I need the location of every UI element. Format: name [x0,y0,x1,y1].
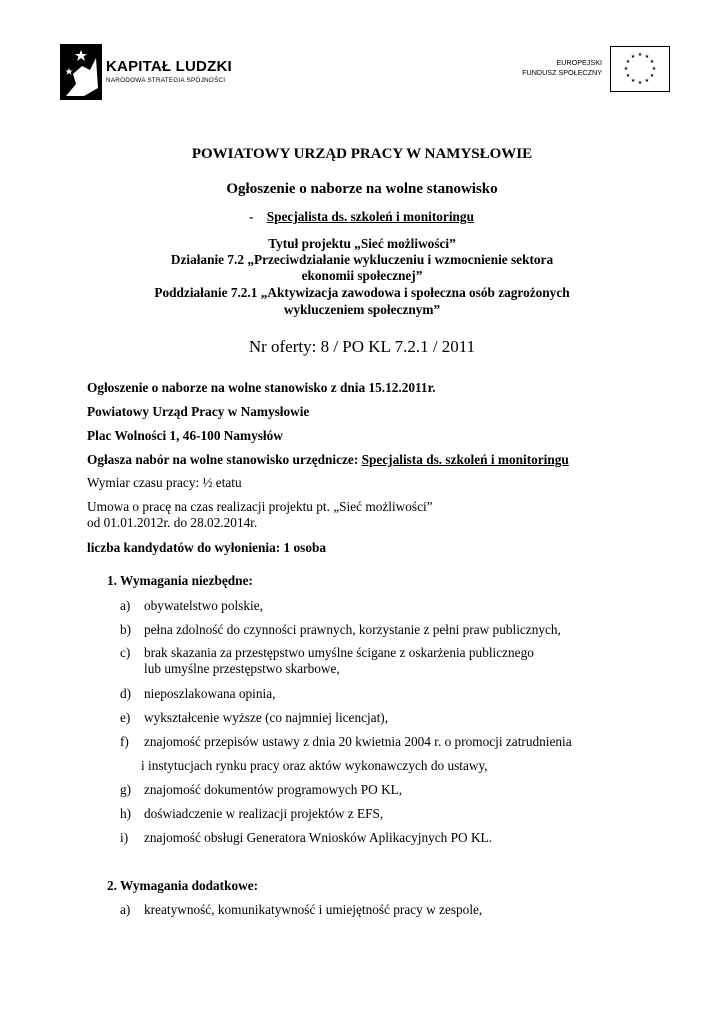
section-2-heading: 2. Wymagania dodatkowe: [107,878,259,893]
eu-fund-text [522,58,602,78]
list-item-marker: c) [120,645,131,660]
list-item-marker: g) [120,782,132,797]
svg-text:★: ★ [644,78,650,84]
office-name: Powiatowy Urząd Pracy w Namysłowie [87,404,310,419]
position-dash: - [249,209,254,224]
list-item-marker: h) [120,806,132,821]
list-item: znajomość obsługi Generatora Wniosków Aplikacyjnych PO KL. [144,830,492,845]
svg-text:★: ★ [651,66,657,72]
list-item: znajomość przepisów ustawy z dnia 20 kwietnia 2004 r. o promocji zatrudnienia [144,734,572,749]
svg-text:★: ★ [625,59,631,65]
position-title: Specjalista ds. szkoleń i monitoringu [266,209,474,224]
kapital-ludzki-title: KAPITAŁ LUDZKI [106,58,232,75]
list-item-marker: d) [120,686,132,701]
position-line [249,209,474,225]
list-item: doświadczenie w realizacji projektów z EFS, [144,806,384,821]
list-item: nieposzlakowana opinia, [144,686,276,701]
svg-text:★: ★ [644,54,650,60]
list-item: wykształcenie wyższe (co najmniej licencjat), [144,710,389,725]
svg-text:★: ★ [637,52,643,58]
list-item-continuation: i instytucjach rynku pracy oraz aktów wykonawczych do ustawy, [141,758,488,773]
kapital-ludzki-subtitle: NARODOWA STRATEGIA SPÓJNOŚCI [106,77,226,84]
offer-number: Nr oferty: 8 / PO KL 7.2.1 / 2011 [248,337,476,356]
work-time: Wymiar czasu pracy: ½ etatu [87,475,242,490]
list-item: znajomość dokumentów programowych PO KL, [144,782,403,797]
list-item-marker: a) [120,598,131,613]
list-item-marker: i) [120,830,129,845]
office-title: POWIATOWY URZĄD PRACY W NAMYSŁOWIE [191,146,533,162]
svg-text:★: ★ [623,66,629,72]
svg-text:★: ★ [630,78,636,84]
list-item: obywatelstwo polskie, [144,598,263,613]
project-title: Tytuł projektu „Sieć możliwości” [268,236,456,251]
recruitment-position: Specjalista ds. szkoleń i monitoringu [361,452,569,467]
eu-flag-icon [610,46,670,92]
subaction-line-1: Poddziałanie 7.2.1 „Aktywizacja zawodowa i społeczna osób zagrożonych [154,285,570,300]
list-item: kreatywność, komunikatywność i umiejętność pracy w zespole, [144,902,483,917]
candidates-count: liczba kandydatów do wyłonienia: 1 osoba [87,540,327,555]
svg-text:★: ★ [649,73,655,79]
svg-text:★: ★ [630,54,636,60]
contract-line-2: od 01.01.2012r. do 28.02.2014r. [87,515,258,530]
subaction-line-2: wykluczeniem społecznym” [283,302,441,317]
kapital-ludzki-emblem-icon [60,44,102,100]
list-item-marker: b) [120,622,132,637]
eu-fund-line2: FUNDUSZ SPOŁECZNY [522,68,602,77]
list-item-marker: f) [120,734,129,749]
announcement-title: Ogłoszenie o naborze na wolne stanowisko [226,181,498,197]
kapital-ludzki-logo [60,44,260,104]
section-1-heading: 1. Wymagania niezbędne: [107,573,253,588]
action-line-2: ekonomii społecznej” [301,268,423,283]
announce-date: Ogłoszenie o naborze na wolne stanowisko z dnia 15.12.2011r. [87,380,436,395]
office-address: Plac Wolności 1, 46-100 Namysłów [87,428,283,443]
eu-fund-line1: EUROPEJSKI [556,58,602,67]
action-line-1: Działanie 7.2 „Przeciwdziałanie wykluczeniu i wzmocnienie sektora [170,252,554,267]
recruitment-line [87,452,569,468]
list-item: pełna zdolność do czynności prawnych, korzystanie z pełni praw publicznych, [144,622,561,637]
svg-text:★: ★ [637,80,643,86]
svg-text:★: ★ [649,59,655,65]
svg-text:★: ★ [625,73,631,79]
eu-fund-logo [510,44,670,96]
list-item: brak skazania za przestępstwo umyślne ścigane z oskarżenia publicznego [144,645,534,660]
list-item-continuation: lub umyślne przestępstwo skarbowe, [144,661,340,676]
list-item-marker: e) [120,710,131,725]
contract-line-1: Umowa o pracę na czas realizacji projektu pt. „Sieć możliwości” [87,499,433,514]
list-item-marker: a) [120,902,131,917]
recruitment-prefix: Ogłasza nabór na wolne stanowisko urzędnicze: [87,452,362,467]
